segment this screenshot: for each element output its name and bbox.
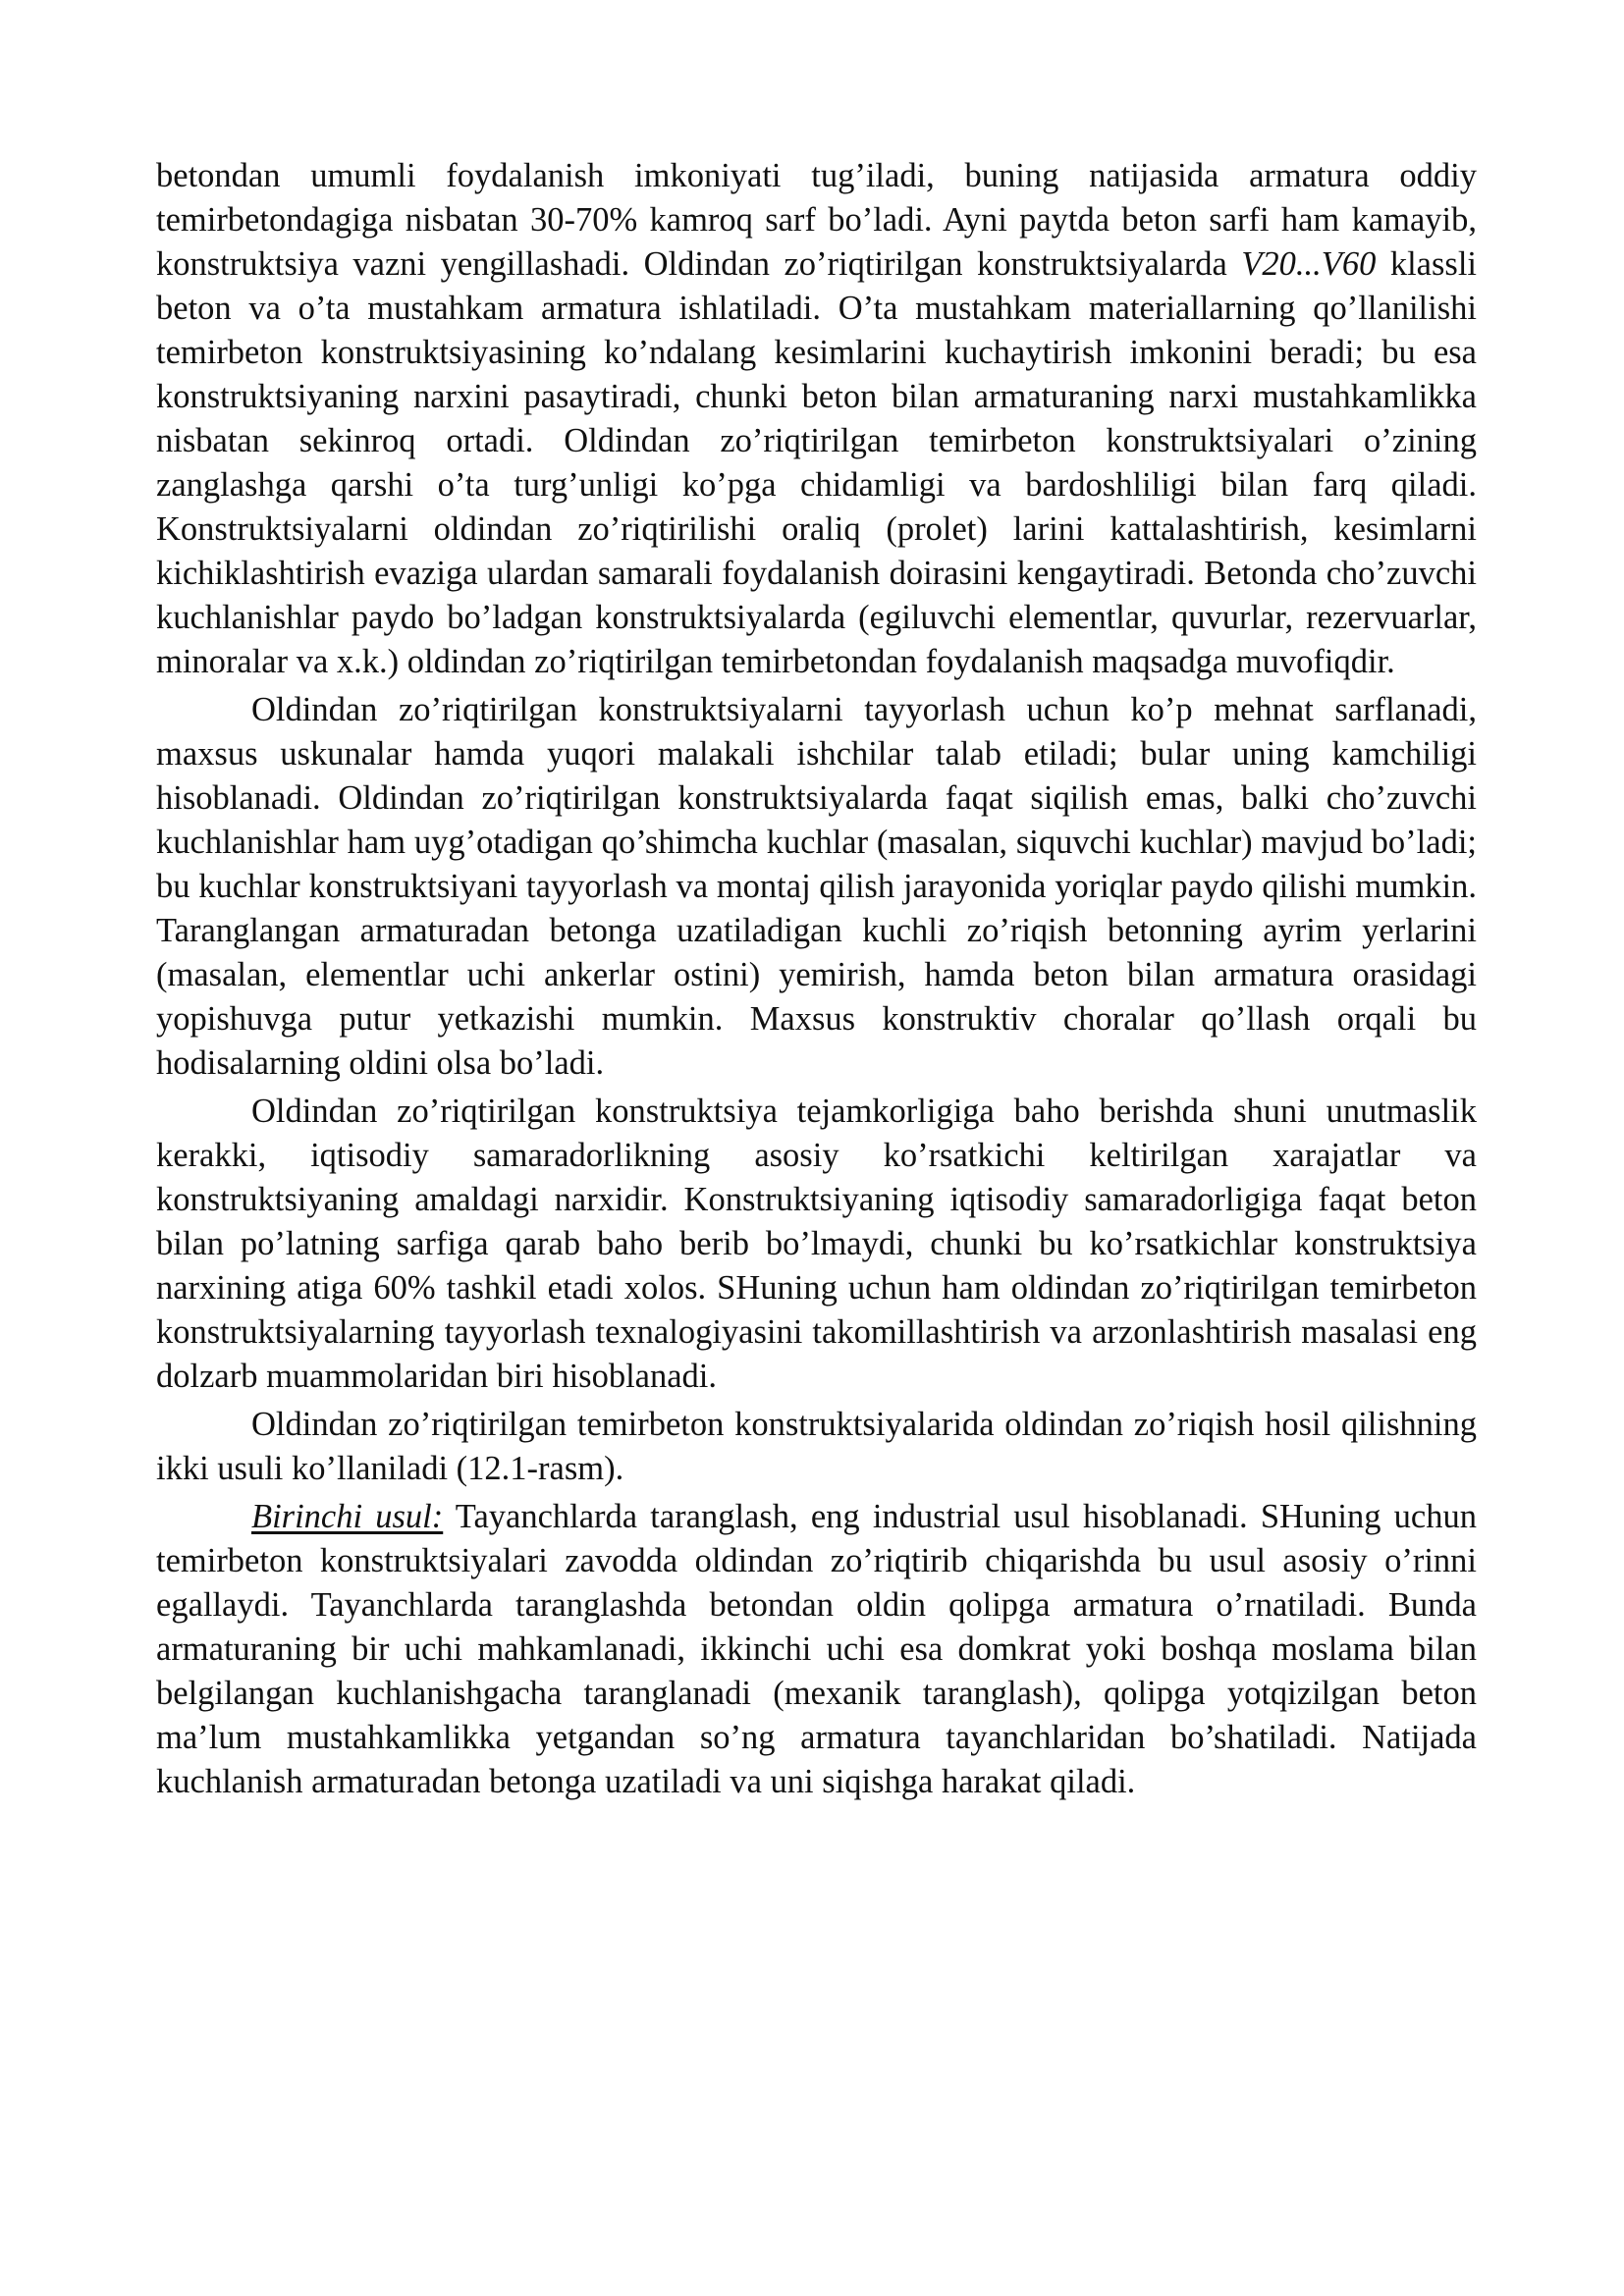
paragraph-5-text: Tayanchlarda taranglash, eng industrial usul hisoblanadi. SHuning uchun temirbeton konstruktsiyalari zavodda oldindan zo’riqtirib chiqarishda bu usul asosiy o’rinni egallaydi. Tayanchlarda taranglashda betondan oldin qolipga armatura o’rnatiladi. Bunda armaturaning bir uchi mahkamlanadi, ikkinchi uchi esa domkrat yoki boshqa moslama bilan belgilangan kuchlanishgacha taranglanadi (mexanik taranglash), qolipga yotqizilgan beton ma’lum mustahkamlikka yetgandan so’ng armatura tayanchlaridan bo’shatiladi. Natijada kuchlanish armaturadan betonga uzatiladi va uni siqishga harakat qiladi. [156, 1498, 1477, 1800]
paragraph-3: Oldindan zo’riqtirilgan konstruktsiya tejamkorligiga baho berishda shuni unutmaslik kerakki, iqtisodiy samaradorlikning asosiy ko’rsatkichi keltirilgan xarajatlar va konstruktsiyaning amaldagi narxidir. Konstruktsiyaning iqtisodiy samaradorligiga faqat beton bilan po’latning sarfiga qarab baho berib bo’lmaydi, chunki bu ko’rsatkichlar konstruktsiya narxining atiga 60% tashkil etadi xolos. SHuning uchun ham oldindan zo’riqtirilgan temirbeton konstruktsiyalarning tayyorlash texnalogiyasini takomillashtirish va arzonlashtirish masalasi eng dolzarb muammolaridan biri hisoblanadi. [156, 1093, 1477, 1395]
paragraph-4: Oldindan zo’riqtirilgan temirbeton konstruktsiyalarida oldindan zo’riqish hosil qilishning ikki usuli ko’llaniladi (12.1-rasm). [156, 1406, 1477, 1487]
paragraph-2: Oldindan zo’riqtirilgan konstruktsiyalarni tayyorlash uchun ko’p mehnat sarflanadi, maxsus uskunalar hamda yuqori malakali ishchilar talab etiladi; bular uning kamchiligi hisoblanadi. Oldindan zo’riqtirilgan konstruktsiyalarda faqat siqilish emas, balki cho’zuvchi kuchlanishlar ham uyg’otadigan qo’shimcha kuchlar (masalan, siquvchi kuchlar) mavjud bo’ladi; bu kuchlar konstruktsiyani tayyorlash va montaj qilish jarayonida yoriqlar paydo qilishi mumkin. Taranglangan armaturadan betonga uzatiladigan kuchli zo’riqish betonning ayrim yerlarini (masalan, elementlar uchi ankerlar ostini) yemirish, hamda beton bilan armatura orasidagi yopishuvga putur yetkazishi mumkin. Maxsus konstruktiv choralar qo’llash orqali bu hodisalarning oldini olsa bo’ladi. [156, 691, 1477, 1082]
paragraph-5 [156, 1495, 1477, 1804]
paragraph-1 [156, 154, 1477, 684]
paragraph-1-text-c: klassli beton va o’ta mustahkam armatura ishlatiladi. O’ta mustahkam materiallarning qo’llanilishi temirbeton konstruktsiyasining ko’ndalang kesimlarini kuchaytirish imkonini beradi; bu esa konstruktsiyaning narxini pasaytiradi, chunki beton bilan armaturaning narxi mustahkamlikka nisbatan sekinroq ortadi. Oldindan zo’riqtirilgan temirbeton konstruktsiyalari o’zining zanglashga qarshi o’ta turg’unligi ko’pga chidamligi va bardoshliligi bilan farq qiladi. Konstruktsiyalarni oldindan zo’riqtirilishi oraliq (prolet) larini kattalashtirish, kesimlarni kichiklashtirish evaziga ulardan samarali foydalanish doirasini kengaytiradi. Betonda cho’zuvchi kuchlanishlar paydo bo’ladgan konstruktsiyalarda (egiluvchi elementlar, quvurlar, rezervuarlar, minoralar va x.k.) oldindan zo’riqtirilgan temirbetondan foydalanish maqsadga muvofiqdir. [156, 245, 1478, 680]
document-page [156, 154, 1477, 1808]
first-method-label: Birinchi usul: [251, 1498, 444, 1535]
paragraph-1-text-a: betondan umumli foydalanish imkoniyati tug’iladi, buning natijasida armatura oddiy temirbetondagiga nisbatan 30-70% kamroq sarf bo’ladi. Ayni paytda beton sarfi ham kamayib, konstruktsiya vazni yengillashadi. Oldindan zo’riqtirilgan konstruktsiyalarda [156, 157, 1477, 283]
beton-class-range: V20...V60 [1241, 245, 1377, 283]
